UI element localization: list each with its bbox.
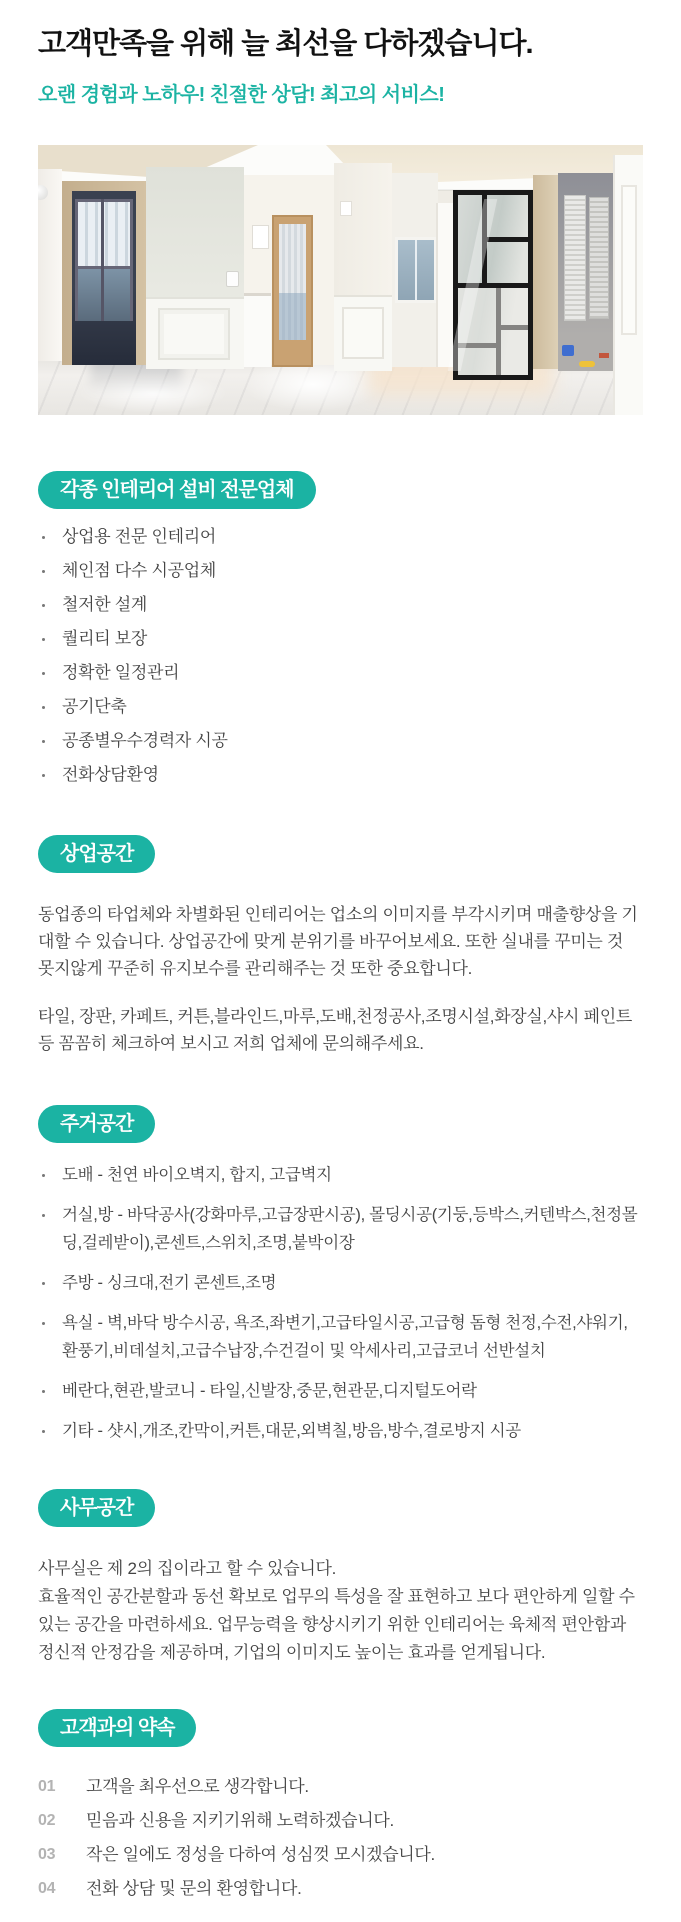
- list-item-text: 베란다,현관,발코니 - 타일,신발장,중문,현관문,디지털도어락: [62, 1382, 477, 1400]
- list-item-text: 상업용 전문 인테리어: [62, 527, 216, 546]
- list-item-text: 작은 일에도 정성을 다하여 성심껏 모시겠습니다.: [86, 1845, 435, 1864]
- list-item: [38, 1161, 643, 1189]
- photo-white-cupboard: [436, 203, 453, 367]
- list-item: [38, 1845, 643, 1865]
- commercial-paragraph: 동업종의 타업체와 차별화된 인테리어는 업소의 이미지를 부각시키며 매출향상을 기대할 수 있습니다. 상업공간에 맞게 분위기를 바꾸어보세요. 또한 실내를 꾸미는 것 못지않게 꾸준히 유지보수를 관리해주는 것 또한 중요합니다.: [38, 905, 638, 978]
- office-text: [38, 1555, 643, 1667]
- bullet-dot-icon: [42, 706, 45, 709]
- photo-right-room-window-mullion: [415, 240, 417, 300]
- bullet-dot-icon: [42, 1430, 45, 1433]
- list-item-text: 전화 상담 및 문의 환영합니다.: [86, 1879, 302, 1898]
- promise-number: 04: [38, 1880, 56, 1897]
- list-item: [38, 697, 643, 717]
- commercial-paragraph: 타일, 장판, 카페트, 커튼,블라인드,마루,도배,천정공사,조명시설,화장실,샤시 페인트 등 꼼꼼히 체크하여 보시고 저희 업체에 문의해주세요.: [38, 1007, 632, 1053]
- office-paragraph: 사무실은 제 2의 집이라고 할 수 있습니다.: [38, 1559, 337, 1578]
- section-specialist: [38, 471, 643, 785]
- list-item-text: 믿음과 신용을 지키기위해 노력하겠습니다.: [86, 1811, 394, 1830]
- bullet-dot-icon: [42, 1390, 45, 1393]
- section-commercial: [38, 835, 643, 1057]
- bullet-dot-icon: [42, 570, 45, 573]
- section-badge-office: 사무공간: [38, 1489, 155, 1527]
- section-badge-commercial: 상업공간: [38, 835, 155, 873]
- bullet-dot-icon: [42, 536, 45, 539]
- residential-list: [38, 1161, 643, 1445]
- photo-balcony-window: [75, 199, 133, 269]
- photo-blue-bucket: [562, 345, 574, 356]
- page-subtitle: 오랜 경험과 노하우! 친절한 상담! 최고의 서비스!: [38, 84, 445, 106]
- bullet-dot-icon: [42, 774, 45, 777]
- list-item: [38, 765, 643, 785]
- photo-beige-column: [533, 175, 558, 369]
- bullet-dot-icon: [42, 1174, 45, 1177]
- photo-wainscot-panel: [158, 308, 230, 360]
- list-item: [38, 1879, 643, 1899]
- photo-yellow-object: [579, 361, 595, 367]
- section-office: [38, 1489, 643, 1667]
- photo-red-object: [599, 353, 609, 358]
- section-residential: [38, 1105, 643, 1445]
- list-item-text: 공기단축: [62, 697, 127, 716]
- list-item-text: 체인점 다수 시공업체: [62, 561, 216, 580]
- bullet-dot-icon: [42, 1322, 45, 1325]
- bullet-dot-icon: [42, 638, 45, 641]
- photo-black-glass-partition: [453, 190, 533, 380]
- list-item: [38, 1777, 643, 1797]
- bullet-dot-icon: [42, 604, 45, 607]
- list-item-text: 정확한 일정관리: [62, 663, 180, 682]
- section-badge-residential: 주거공간: [38, 1105, 155, 1143]
- list-item: [38, 561, 643, 581]
- bullet-dot-icon: [42, 672, 45, 675]
- bullet-dot-icon: [42, 1282, 45, 1285]
- specialist-list: [38, 527, 643, 785]
- list-item-text: 거실,방 - 바닥공사(강화마루,고급장판시공), 몰딩시공(기둥,등박스,커텐박스,천정몰딩,걸레받이),콘센트,스위치,조명,붙박이장: [62, 1206, 638, 1252]
- list-item-text: 도배 - 천연 바이오벽지, 합지, 고급벽지: [62, 1166, 332, 1184]
- photo-white-column-panel: [621, 185, 637, 335]
- promise-number: 02: [38, 1812, 56, 1829]
- list-item-text: 퀄리티 보장: [62, 629, 148, 648]
- list-item: [38, 595, 643, 615]
- section-promise: [38, 1709, 643, 1899]
- photo-wainscot-panel: [342, 307, 384, 359]
- bullet-dot-icon: [42, 1214, 45, 1217]
- list-item-text: 고객을 최우선으로 생각합니다.: [86, 1777, 309, 1796]
- interior-photo: [38, 145, 643, 415]
- page-title: 고객만족을 위해 늘 최선을 다하겠습니다.: [38, 28, 533, 60]
- list-item: [38, 731, 643, 751]
- promise-number: 03: [38, 1846, 56, 1863]
- list-item: [38, 1309, 643, 1365]
- list-item: [38, 663, 643, 683]
- section-badge-specialist: 각종 인테리어 설비 전문업체: [38, 471, 316, 509]
- list-item-text: 주방 - 싱크대,전기 콘센트,조명: [62, 1274, 277, 1292]
- photo-louver-door: [564, 195, 586, 321]
- list-item: [38, 629, 643, 649]
- photo-balcony-window-lower: [75, 269, 133, 321]
- list-item: [38, 1417, 643, 1445]
- list-item-text: 철저한 설계: [62, 595, 148, 614]
- photo-light-switch: [226, 271, 239, 287]
- photo-wall-vent: [252, 225, 269, 249]
- bullet-dot-icon: [42, 740, 45, 743]
- photo-louver-door: [589, 197, 609, 319]
- list-item-text: 욕실 - 벽,바닥 방수시공, 욕조,좌변기,고급타일시공,고급형 돔형 천정,수전,샤워기,환풍기,비데설치,고급수납장,수건걸이 및 악세사리,고급코너 선반설치: [62, 1314, 628, 1360]
- list-item-text: 기타 - 샷시,개조,칸막이,커튼,대문,외벽칠,방음,방수,결로방지 시공: [62, 1422, 521, 1440]
- promise-number: 01: [38, 1778, 56, 1795]
- list-item: [38, 1269, 643, 1297]
- promise-list: [38, 1777, 643, 1899]
- list-item: [38, 1811, 643, 1831]
- list-item: [38, 527, 643, 547]
- list-item: [38, 1201, 643, 1257]
- list-item-text: 공종별우수경력자 시공: [62, 731, 228, 750]
- photo-frosted-glass-tint: [279, 293, 306, 340]
- list-item: [38, 1377, 643, 1405]
- office-paragraph: 효율적인 공간분할과 동선 확보로 업무의 특성을 잘 표현하고 보다 편안하게 일할 수 있는 공간을 마련하세요. 업무능력을 향상시키기 위한 인테리어는 육체적 편안함과 정신적 안정감을 제공하며, 기업의 이미지도 높이는 효과를 얻게됩니다.: [38, 1587, 635, 1662]
- photo-balcony-window-mullion: [101, 199, 104, 321]
- photo-kitchen-cabinet: [244, 293, 271, 367]
- photo-switch-plate: [340, 201, 352, 216]
- section-badge-promise: 고객과의 약속: [38, 1709, 196, 1747]
- list-item-text: 전화상담환영: [62, 765, 159, 784]
